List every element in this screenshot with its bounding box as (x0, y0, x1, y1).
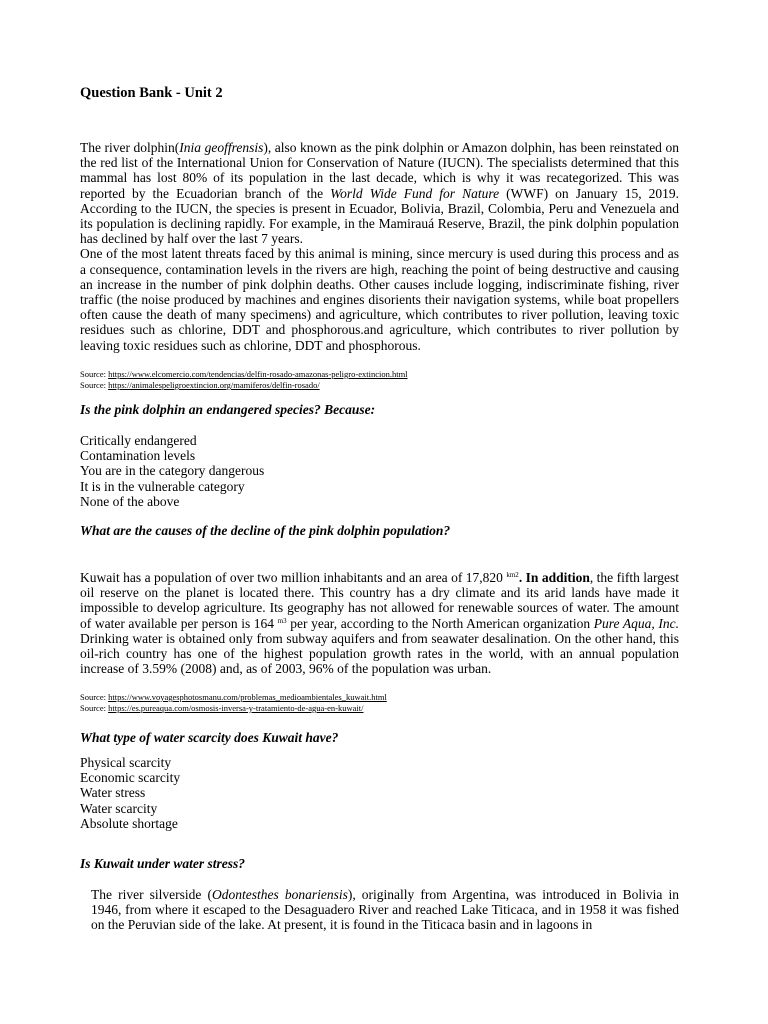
passage-river-silverside (91, 887, 679, 933)
organization-name: Pure Aqua, Inc. (593, 615, 679, 631)
answer-option: Critically endangered (80, 433, 197, 448)
answer-option: Water scarcity (80, 800, 158, 816)
source-link[interactable]: https://es.pureaqua.com/osmosis-inversa-y-tratamiento-de-agua-en-kuwait/ (108, 703, 364, 713)
question-heading: Is the pink dolphin an endangered species? Because: (80, 402, 376, 417)
paragraph: One of the most latent threats faced by this animal is mining, since mercury is used during this process and as a consequence, contamination levels in the rivers are high, reaching the point of being destructive and causing an increase in the number of pink dolphin deaths. Other causes include logging, indiscriminate fishing, river traffic (the noise produced by machines and engines disorients their navigation systems, while boat propellers often cause the death of many specimens) and agriculture, which contributes to river pollution, leaving toxic residues such as chlorine, DDT and phosphorous.and agriculture, which contributes to river pollution by leaving toxic residues such as chlorine, DDT and phosphorous. (80, 246, 679, 353)
answer-option: You are in the category dangerous (80, 463, 265, 479)
answer-option: Physical scarcity (80, 755, 172, 770)
source-citation: Source: https://es.pureaqua.com/osmosis-inversa-y-tratamiento-de-agua-en-kuwait/ (80, 703, 364, 713)
source-citation: Source: https://www.voyagesphotosmanu.com/problemas_medioambientales_kuwait.html (80, 692, 387, 702)
answer-option: Contamination levels (80, 448, 196, 464)
answer-options (80, 433, 264, 509)
answer-option: Water stress (80, 785, 146, 801)
paragraph: Kuwait has a population of over two million inhabitants and an area of 17,820 $^{km2}$. In addition, the fifth largest oil reserve on the planet is located there. This country has a dry climate and its arid lands have made it impossible to develop agriculture. Its geography has not allowed for renewable sources of water. The amount of water available per person is 164 $^{m3}$ per year, according to the North American organization Pure Aqua, Inc. Drinking water is obtained only from subway aquifers and from seawater desalination. On the other hand, this oil-rich country has one of the highest population growth rates in the world, with an annual population increase of 3.59% (2008) and, as of 2003, 96% of the population was urban. (80, 570, 679, 677)
unit-superscript: km2 (506, 571, 519, 579)
source-link[interactable]: https://www.voyagesphotosmanu.com/problemas_medioambientales_kuwait.html (108, 692, 387, 702)
question-heading: What are the causes of the decline of the pink dolphin population? (80, 523, 451, 538)
page-title: Question Bank - Unit 2 (80, 85, 223, 101)
source-link[interactable]: https://animalespeligroextincion.org/mamiferos/delfin-rosado/ (108, 380, 320, 390)
organization-name: World Wide Fund for Nature (330, 185, 500, 201)
passage-kuwait (80, 570, 679, 676)
answer-option: Absolute shortage (80, 815, 178, 831)
answer-option: None of the above (80, 493, 180, 509)
source-citation: Source: https://www.elcomercio.com/tendencias/delfin-rosado-amazonas-peligro-extincion.html (80, 369, 408, 379)
unit-superscript: m3 (277, 616, 287, 625)
question-heading: What type of water scarcity does Kuwait have? (80, 730, 339, 745)
answer-option: It is in the vulnerable category (80, 478, 245, 494)
answer-options (80, 755, 180, 831)
paragraph: The river silverside (Odontesthes bonariensis), originally from Argentina, was introduced in Bolivia in 1946, from where it escaped to the Desaguadero River and reached Lake Titicaca, and in 1958 it was fished on the Peruvian side of the lake. At present, it is found in the Titicaca basin and in lagoons in (91, 887, 679, 933)
paragraph: The river dolphin(Inia geoffrensis), also known as the pink dolphin or Amazon dolphin, has been reinstated on the red list of the International Union for Conservation of Nature (IUCN). The specialists determined that this mammal has lost 80% of its population in the last decade, which is why it was recategorized. This was reported by the Ecuadorian branch of the World Wide Fund for Nature (WWF) on January 15, 2019. According to the IUCN, the species is present in Ecuador, Bolivia, Brazil, Colombia, Peru and Venezuela and its population is declining rapidly. For example, in the Mamirauá Reserve, Brazil, the pink dolphin population has declined by half over the last 7 years. (80, 140, 680, 247)
answer-option: Economic scarcity (80, 770, 181, 786)
source-citation: Source: https://animalespeligroextincion.org/mamiferos/delfin-rosado/ (80, 380, 320, 390)
scientific-name: Odontesthes bonariensis (211, 887, 348, 902)
question-heading: Is Kuwait under water stress? (80, 856, 246, 871)
source-link[interactable]: https://www.elcomercio.com/tendencias/delfin-rosado-amazonas-peligro-extincion.html (108, 369, 408, 379)
scientific-name: Inia geoffrensis (179, 140, 264, 155)
passage-pink-dolphin (80, 140, 679, 353)
